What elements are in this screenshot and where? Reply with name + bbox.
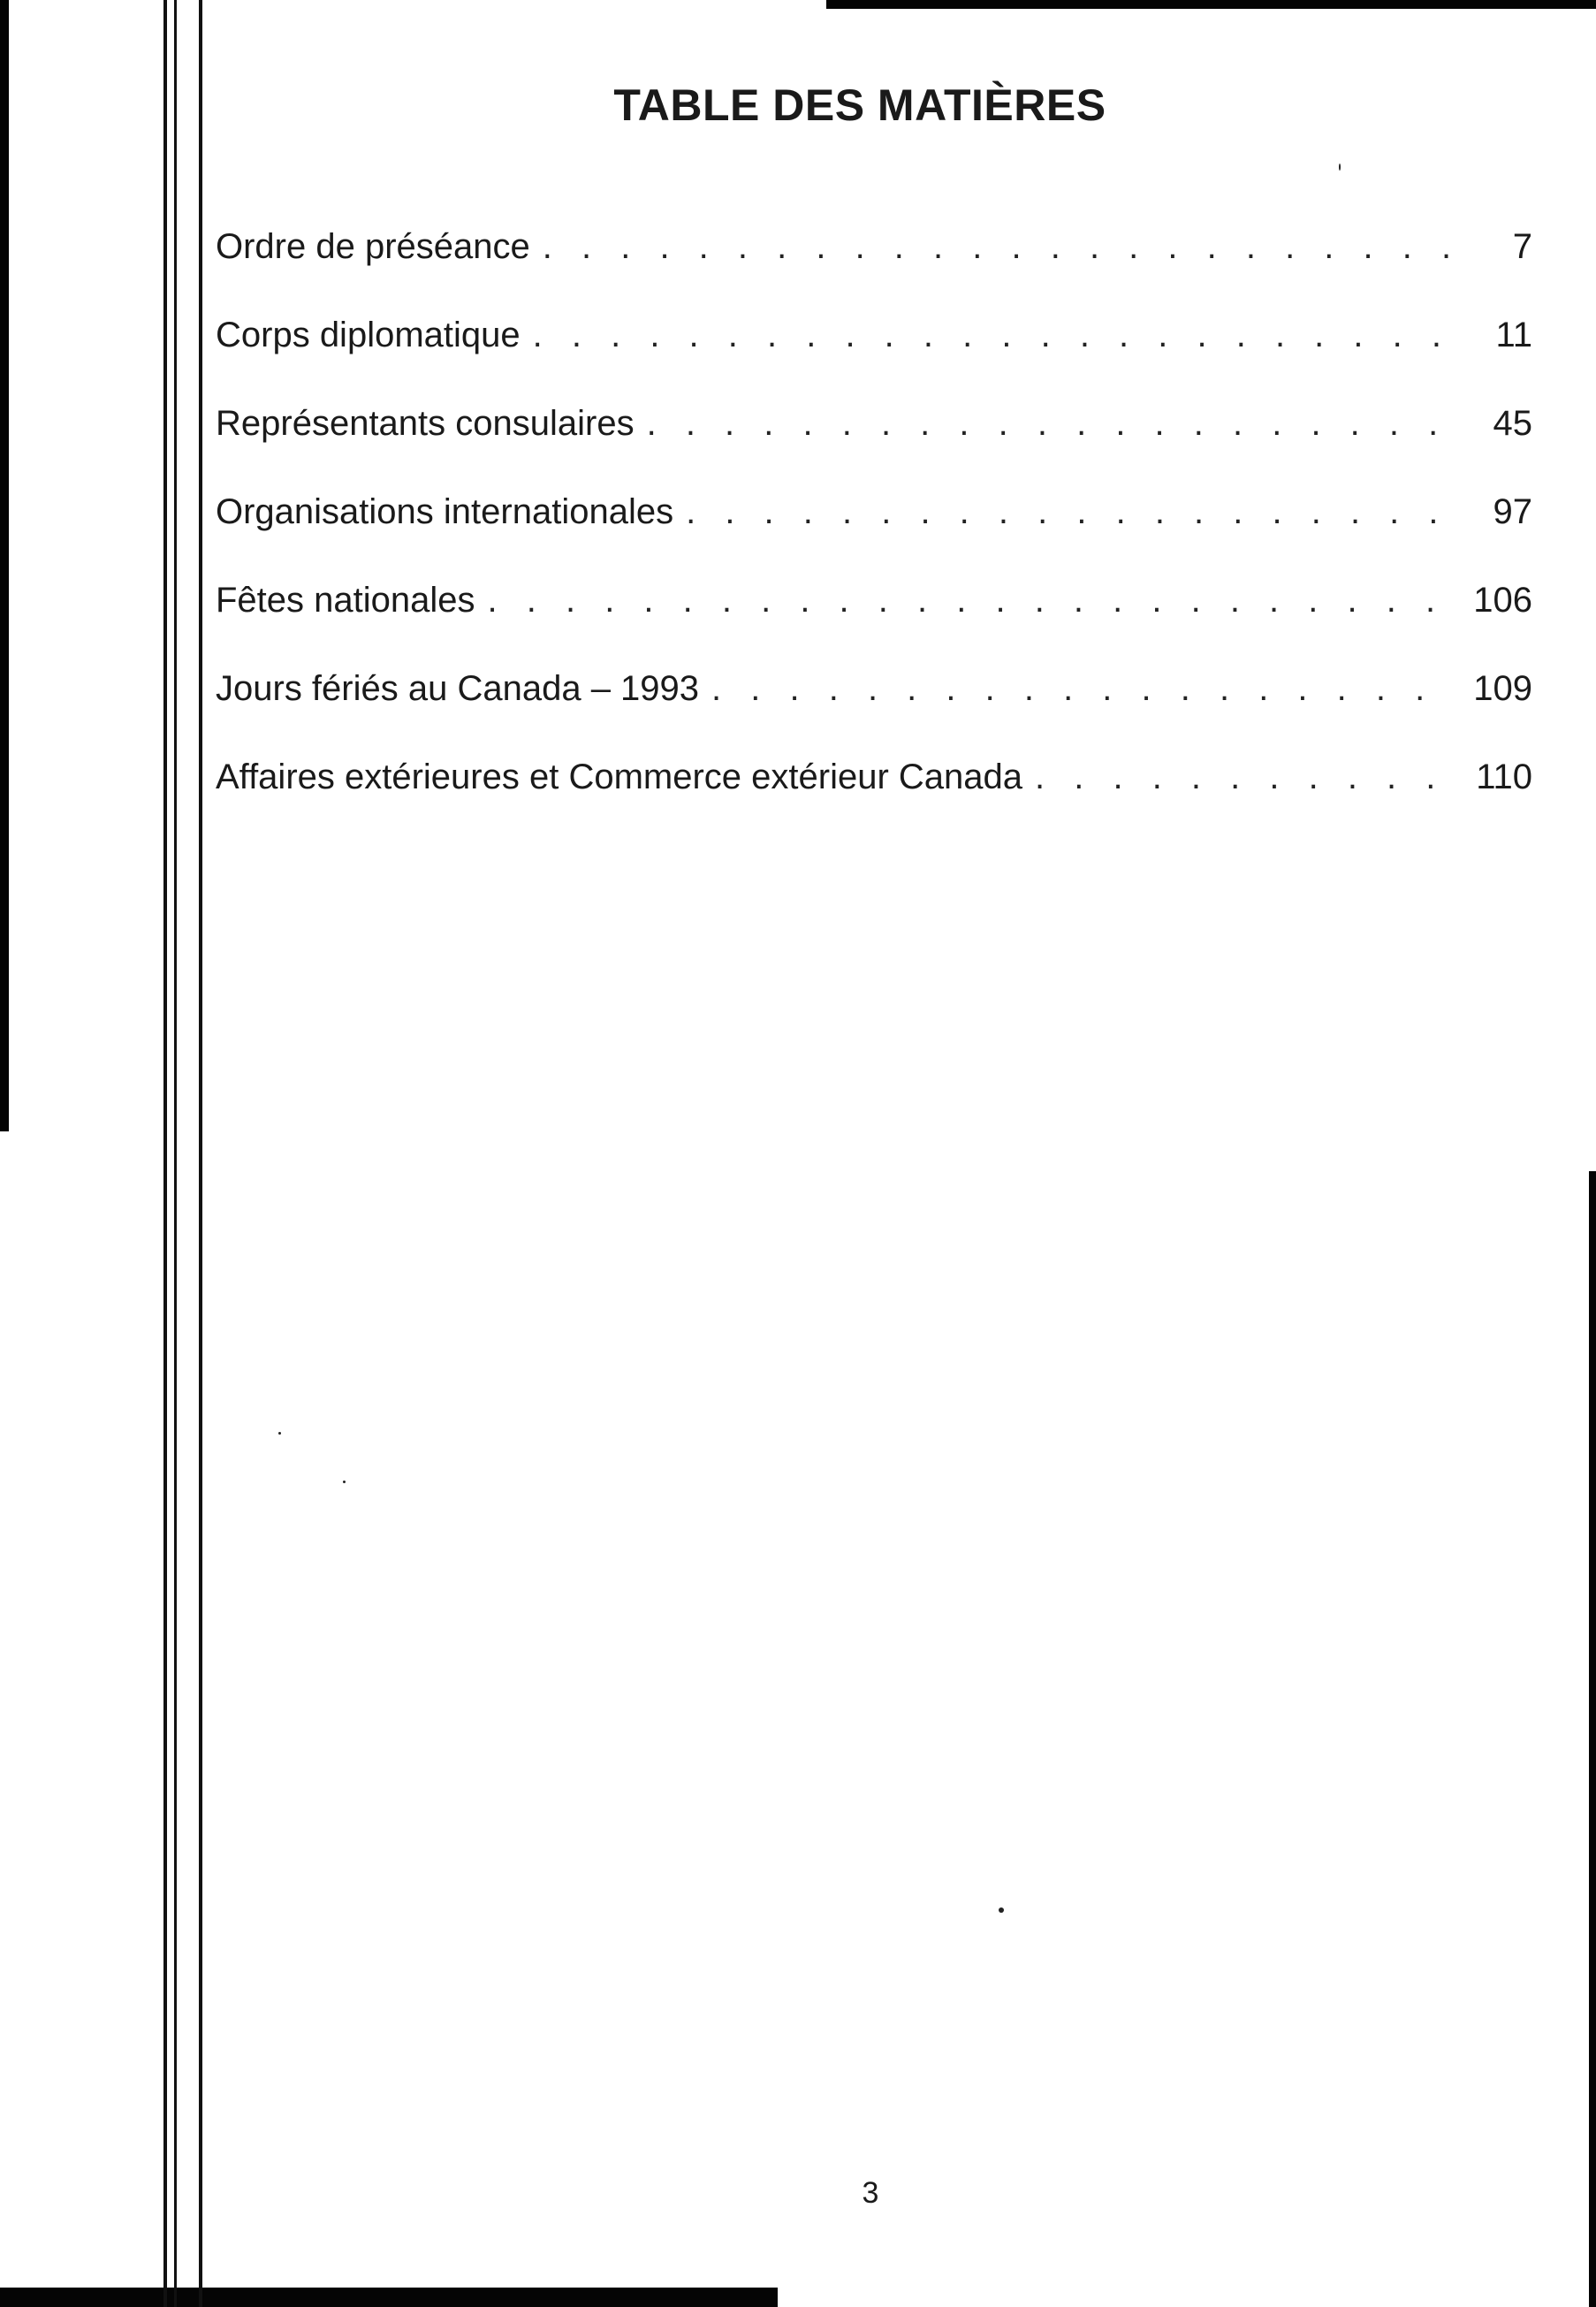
dot-leader — [686, 483, 1453, 541]
page-number: 3 — [862, 2176, 879, 2210]
scan-speck — [999, 1907, 1004, 1913]
toc-entry-label: Fêtes nationales — [216, 581, 475, 620]
toc-entry-page: 110 — [1476, 758, 1532, 796]
scan-border-left — [0, 0, 9, 1131]
toc-entry-page: 109 — [1473, 669, 1532, 708]
dot-leader — [647, 394, 1453, 453]
dot-leader — [533, 306, 1453, 364]
toc-entry-page: 7 — [1512, 227, 1532, 266]
binding-line — [174, 0, 177, 2307]
toc-entry-page: 97 — [1493, 492, 1532, 531]
scan-speck — [278, 1432, 281, 1435]
toc-entry — [216, 571, 1532, 659]
toc-entry-page: 106 — [1473, 581, 1532, 620]
toc-entry-label: Corps diplomatique — [216, 316, 521, 354]
toc-entry-label: Organisations internationales — [216, 492, 674, 531]
scan-speck — [1339, 164, 1341, 171]
toc-entry-label: Ordre de préséance — [216, 227, 530, 266]
toc-entry — [216, 306, 1532, 394]
page-title: TABLE DES MATIÈRES — [613, 80, 1106, 130]
toc-entry — [216, 217, 1532, 306]
toc-entry — [216, 659, 1532, 748]
toc-entry — [216, 483, 1532, 571]
toc-entry-label: Affaires extérieures et Commerce extérieur Canada — [216, 758, 1023, 796]
toc-entry — [216, 748, 1532, 836]
dot-leader — [488, 571, 1453, 629]
toc-entry-page: 11 — [1495, 316, 1532, 354]
dot-leader — [543, 217, 1453, 276]
toc-entry-page: 45 — [1493, 404, 1532, 443]
scan-border-right — [1589, 1171, 1596, 2307]
table-of-contents — [216, 217, 1532, 836]
toc-entry-label: Jours fériés au Canada – 1993 — [216, 669, 700, 708]
dot-leader — [711, 659, 1453, 718]
binding-line — [163, 0, 167, 2307]
toc-entry — [216, 394, 1532, 483]
binding-line — [199, 0, 202, 2307]
scan-border-bottom — [0, 2288, 778, 2307]
scan-border-top — [826, 0, 1596, 9]
toc-entry-label: Représentants consulaires — [216, 404, 635, 443]
dot-leader — [1035, 748, 1453, 806]
scan-speck — [343, 1481, 346, 1483]
